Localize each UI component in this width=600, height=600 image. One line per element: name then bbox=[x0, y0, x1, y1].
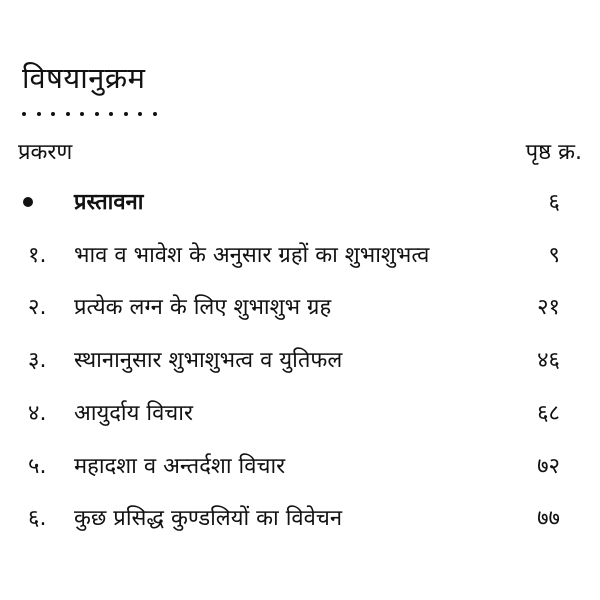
toc-row-1[interactable] bbox=[0, 239, 600, 281]
toc-entry-title: महादशा व अन्तर्दशा विचार bbox=[74, 454, 286, 479]
underline-dot bbox=[153, 112, 157, 116]
toc-row-2[interactable] bbox=[0, 291, 600, 333]
toc-row-5[interactable] bbox=[0, 450, 600, 492]
toc-row-3[interactable] bbox=[0, 344, 600, 386]
toc-page-number: ७२ bbox=[537, 454, 560, 479]
toc-page-number: ७७ bbox=[537, 506, 560, 531]
toc-entry-number: ५. bbox=[28, 454, 47, 479]
bullet-icon bbox=[23, 197, 33, 207]
toc-page-number: २१ bbox=[537, 295, 560, 320]
toc-page-number: ६ bbox=[548, 190, 560, 215]
toc-page-number: ९ bbox=[548, 243, 560, 268]
underline-dot bbox=[51, 112, 55, 116]
toc-page-number: ४६ bbox=[537, 348, 560, 373]
underline-dot bbox=[80, 112, 84, 116]
toc-row-4[interactable] bbox=[0, 397, 600, 439]
underline-dot bbox=[37, 112, 41, 116]
underline-dot bbox=[95, 112, 99, 116]
underline-dot bbox=[66, 112, 70, 116]
toc-entry-title: कुछ प्रसिद्ध कुण्डलियों का विवेचन bbox=[74, 506, 343, 531]
underline-dot bbox=[138, 112, 142, 116]
toc-entry-number: १. bbox=[28, 243, 47, 268]
underline-dot bbox=[22, 112, 26, 116]
page-column-header: पृष्ठ क्र. bbox=[525, 140, 582, 165]
toc-entry-number: २. bbox=[28, 295, 47, 320]
underline-dot bbox=[109, 112, 113, 116]
toc-row-intro[interactable] bbox=[0, 186, 600, 228]
toc-entry-number: ६. bbox=[28, 506, 47, 531]
toc-entry-number: ४. bbox=[28, 401, 47, 426]
underline-dot bbox=[124, 112, 128, 116]
title-dotted-underline bbox=[22, 112, 157, 118]
toc-entry-title: प्रत्येक लग्न के लिए शुभाशुभ ग्रह bbox=[74, 295, 332, 320]
toc-entry-title: प्रस्तावना bbox=[74, 190, 144, 215]
toc-entry-title: भाव व भावेश के अनुसार ग्रहों का शुभाशुभत्व bbox=[74, 243, 430, 268]
toc-row-6[interactable] bbox=[0, 502, 600, 544]
page-title: विषयानुक्रम bbox=[22, 61, 146, 95]
toc-entry-title: स्थानानुसार शुभाशुभत्व व युतिफल bbox=[74, 348, 343, 373]
toc-page-number: ६८ bbox=[537, 401, 560, 426]
chapter-column-header: प्रकरण bbox=[18, 140, 73, 165]
toc-entry-number: ३. bbox=[28, 348, 47, 373]
toc-entry-title: आयुर्दाय विचार bbox=[74, 401, 193, 426]
